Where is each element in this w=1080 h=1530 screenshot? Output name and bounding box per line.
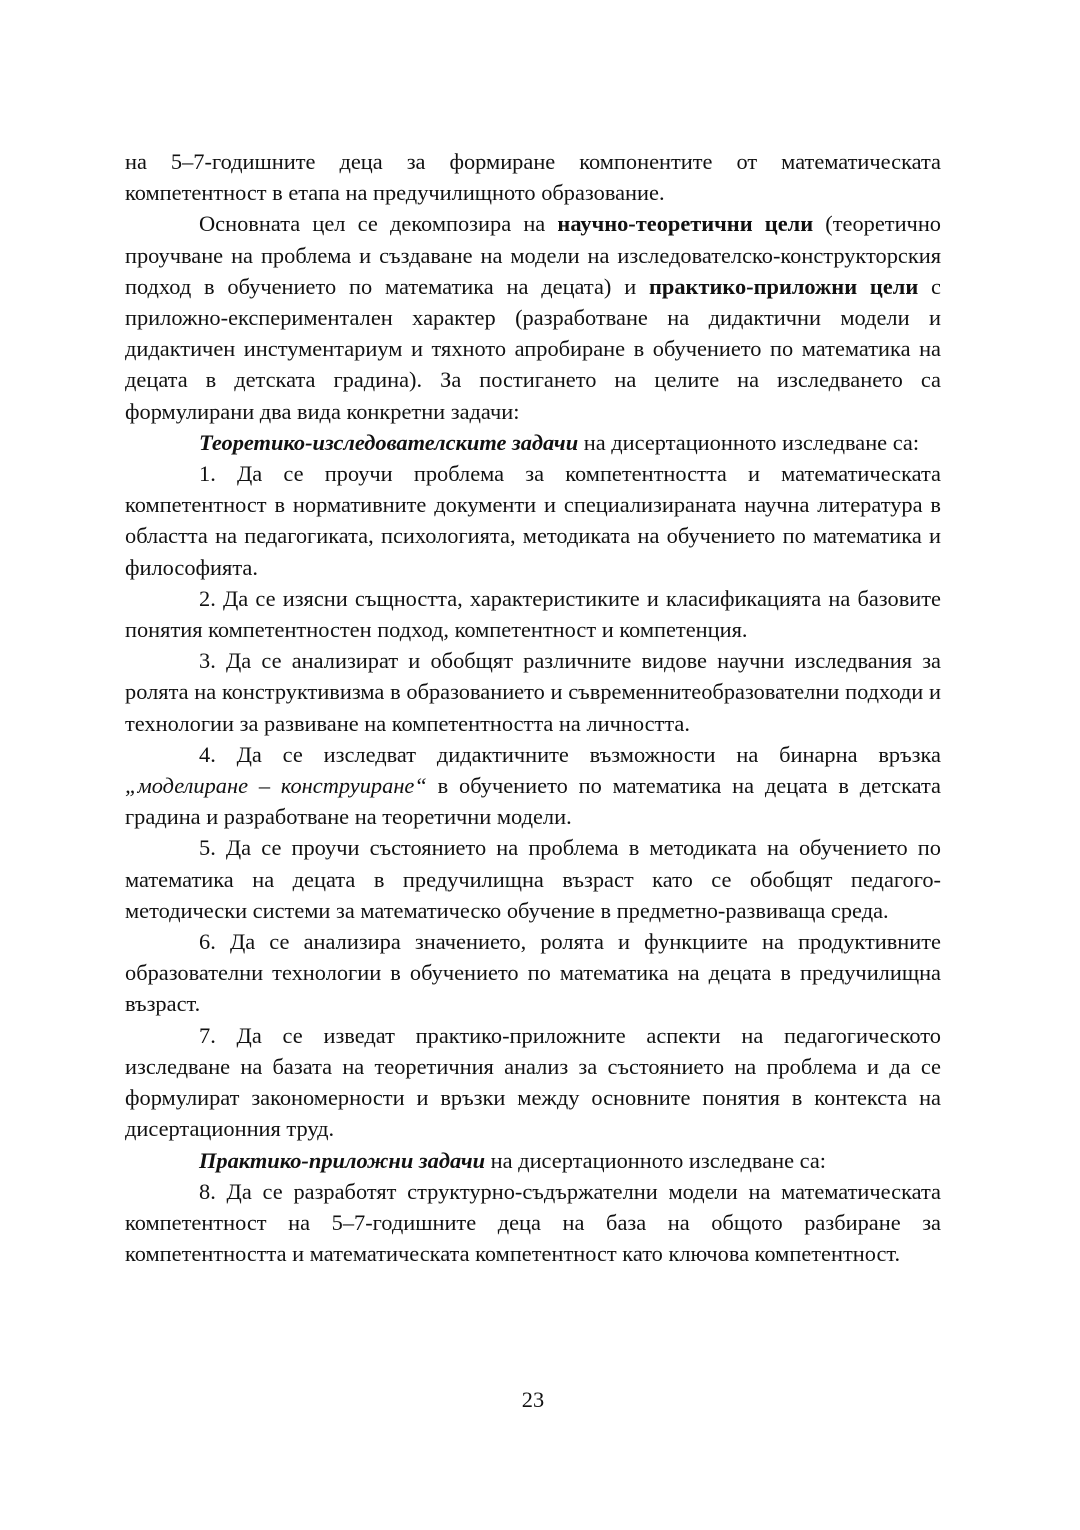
task-item-2: 2. Да се изясни същността, характеристиките и класификацията на базовите понятия компетентностен подход, компетентност и компетенция. [125,585,941,643]
italic-term-modeling-constructing: „моделиране – конструиране“ [125,773,427,799]
bold-italic-term-practical-tasks: Практико-приложни задачи [199,1147,486,1173]
bold-italic-term-theoretical-tasks: Теоретико-изследователските задачи [199,429,579,455]
text-run: в обучението по математика на децата в детската градина и разработване на теоретични модели. [125,773,941,830]
task-item-4 [125,739,941,833]
page-body [125,146,941,1269]
bold-term-practical-goals: практико-приложни цели [649,273,919,299]
task-item-6: 6. Да се анализира значението, ролята и функциите на продуктивните образователни технологии в обучението по математика на децата в предучилищна възраст. [125,929,941,1017]
task-item-7: 7. Да се изведат практико-приложните аспекти на педагогическото изследване на базата на теоретичния анализ за състоянието на проблема и да се формулират закономерности и връзки между основните понятия в контекста на дисертационния труд. [125,1022,941,1142]
paragraph-continuation: на 5–7-годишните деца за формиране компонентите от математическата компетентност в етапа на предучилищното образование. [125,149,941,206]
paragraph-goal-decomposition [125,208,941,426]
task-item-8: 8. Да се разработят структурно-съдържателни модели на математическата компетентност на 5–7-годишните деца на база на общото разбиране за компетентността и математическата компетентност като ключова компетентност. [125,1178,941,1267]
text-run: (теоретично проучване на проблема и създаване на модели на изследователско-конструкторския подход в обучението по математика на децата) и [125,211,941,299]
heading-theoretical-tasks [125,427,941,458]
task-item-5: 5. Да се проучи състоянието на проблема в методиката на обучението по математика на децата в предучилищна възраст като се обобщят педагого-методически системи за математическо обучение в предметно-развиваща среда. [125,835,941,923]
text-run: 4. Да се изследват дидактичните възможности на бинарна връзка [199,741,941,767]
text-run: с приложно-експериментален характер (разработване на дидактични модели и дидактичен инстументариум и тяхното апробиране в обучението по математика на децата в детската градина). За постигането на целите на изследването са формулирани два вида конкретни задачи: [125,273,941,424]
task-item-3: 3. Да се анализират и обобщят различните видове научни изследвания за ролята на конструктивизма в образованието и съвременнитеобразователни подходи и технологии за развиване на компетентността на личността. [125,648,941,736]
page-number: 23 [521,1387,545,1412]
task-item-1: 1. Да се проучи проблема за компетентността и математическата компетентност в нормативните документи и специализираната научна литература в областта на педагогиката, психологията, методиката на обучението по математика и философията. [125,461,941,580]
text-run: на дисертационното изследване са: [485,1147,826,1173]
text-run: Основната цел се декомпозира на [199,211,558,237]
text-run: на дисертационното изследване са: [578,429,920,455]
heading-practical-tasks [125,1145,941,1176]
bold-term-scientific-goals: научно-теоретични цели [557,211,814,237]
